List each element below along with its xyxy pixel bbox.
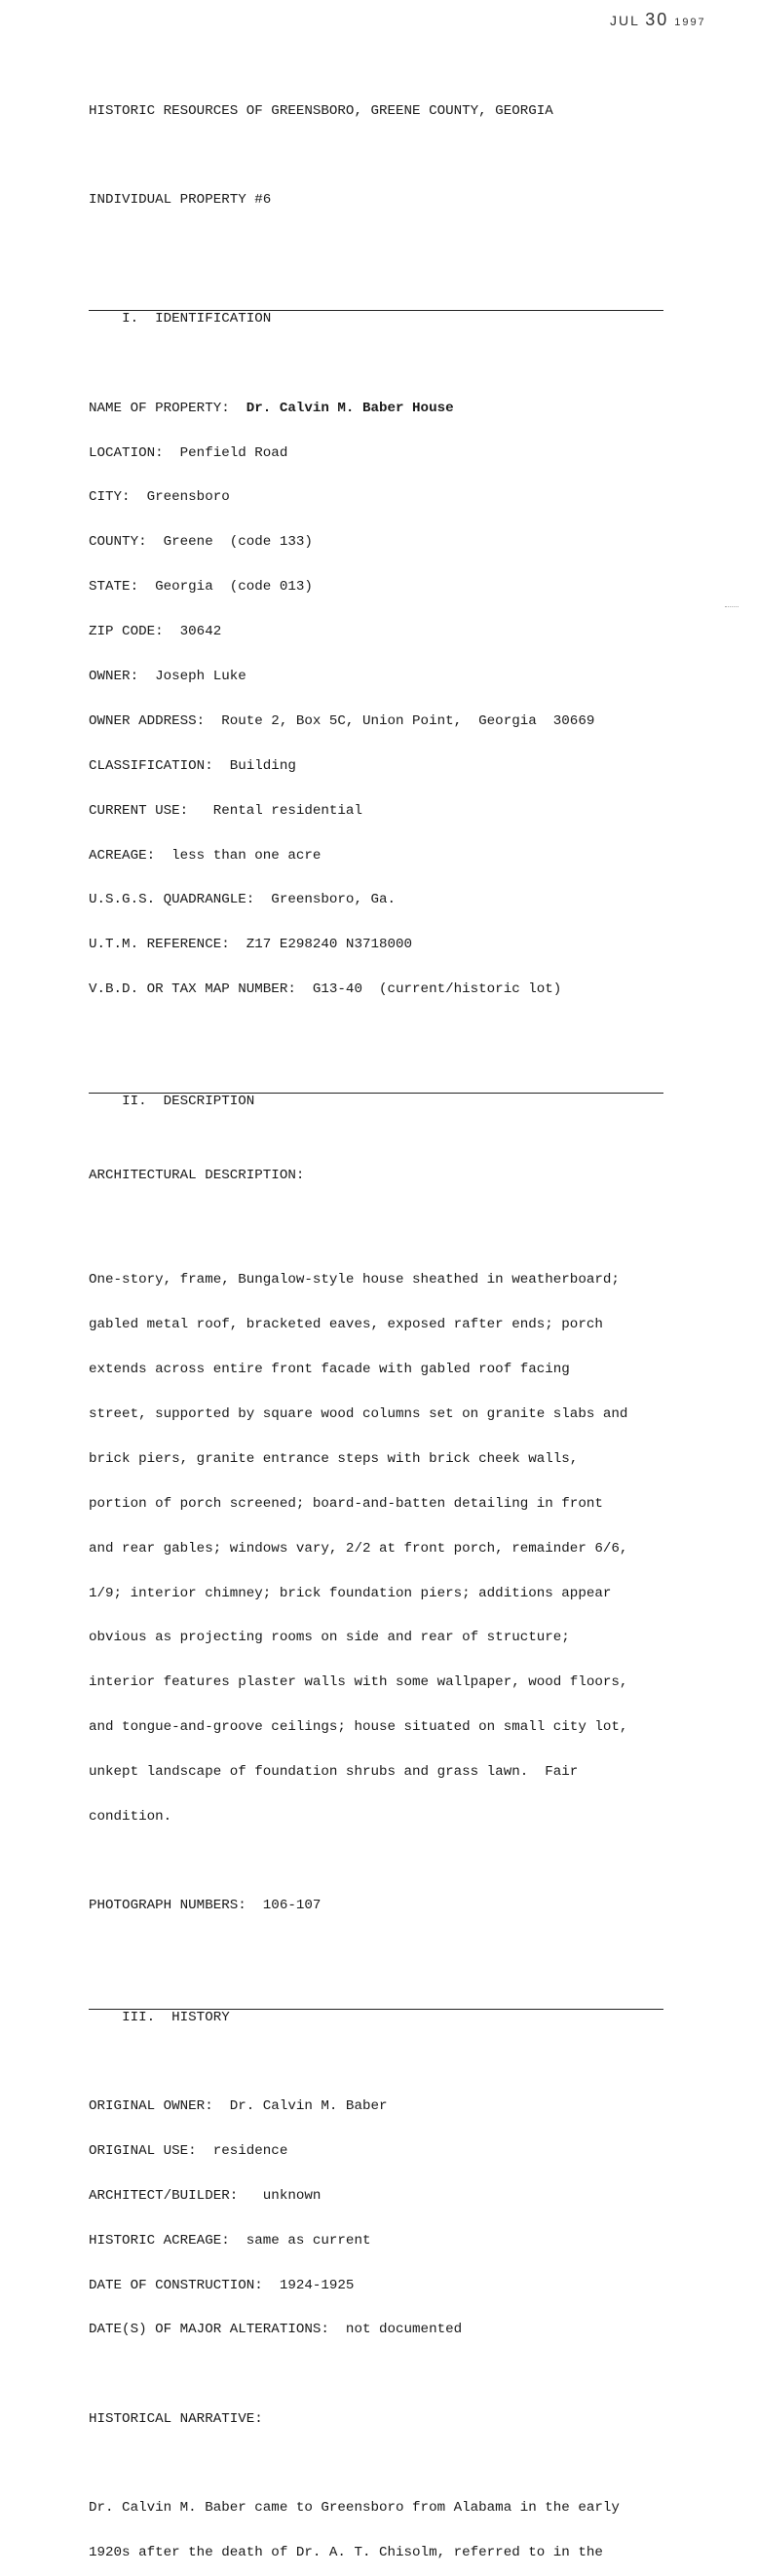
heading-rule [89,2009,663,2010]
description-line: portion of porch screened; board-and-batten detailing in front [89,1495,603,1512]
section-heading-text: I. IDENTIFICATION [122,311,272,327]
section-history-heading [89,1995,663,2025]
narrative-line: Dr. Calvin M. Baber came to Greensboro from Alabama in the early [89,2500,620,2517]
narrative-line: 1920s after the death of Dr. A. T. Chisolm, referred to in the [89,2545,603,2561]
description-line: interior features plaster walls with some wallpaper, wood floors, [89,1674,628,1691]
section-heading-text: III. HISTORY [122,2009,230,2025]
field-date-construction: DATE OF CONSTRUCTION: 1924-1925 [89,2277,355,2293]
field-acreage: ACREAGE: less than one acre [89,847,322,864]
field-historic-acreage: HISTORIC ACREAGE: same as current [89,2232,371,2249]
architectural-description-label: ARCHITECTURAL DESCRIPTION: [89,1168,305,1184]
field-architect: ARCHITECT/BUILDER: unknown [89,2187,322,2204]
field-original-owner: ORIGINAL OWNER: Dr. Calvin M. Baber [89,2098,388,2114]
description-line: 1/9; interior chimney; brick foundation piers; additions appear [89,1585,612,1601]
description-line: gabled metal roof, bracketed eaves, exposed rafter ends; porch [89,1317,603,1333]
description-line: unkept landscape of foundation shrubs and grass lawn. Fair [89,1764,579,1781]
property-name-value: Dr. Calvin M. Baber House [246,400,454,416]
field-county: COUNTY: Greene (code 133) [89,534,313,551]
field-current-use: CURRENT USE: Rental residential [89,802,362,819]
photograph-numbers: PHOTOGRAPH NUMBERS: 106-107 [89,1898,322,1914]
heading-rule [89,1093,663,1094]
property-name-line [89,402,673,416]
section-heading-text: II. DESCRIPTION [122,1094,255,1110]
description-line: obvious as projecting rooms on side and rear of structure; [89,1630,570,1646]
description-line: One-story, frame, Bungalow-style house sheathed in weatherboard; [89,1272,620,1288]
description-line: condition. [89,1808,172,1825]
stamp-month: JUL [610,13,640,28]
field-alterations: DATE(S) OF MAJOR ALTERATIONS: not documented [89,2322,463,2338]
description-line: and rear gables; windows vary, 2/2 at front porch, remainder 6/6, [89,1540,628,1557]
document-body [89,74,673,2576]
document-title: HISTORIC RESOURCES OF GREENSBORO, GREENE COUNTY, GEORGIA [89,102,553,119]
property-number: INDIVIDUAL PROPERTY #6 [89,192,272,209]
stamp-day: 30 [645,10,669,29]
field-owner: OWNER: Joseph Luke [89,668,246,684]
description-line: and tongue-and-groove ceilings; house situated on small city lot, [89,1719,628,1736]
section-identification-heading [89,297,663,327]
scan-mark [725,606,738,610]
field-utm: U.T.M. REFERENCE: Z17 E298240 N3718000 [89,937,413,953]
field-classification: CLASSIFICATION: Building [89,757,296,774]
field-original-use: ORIGINAL USE: residence [89,2142,288,2159]
property-name-label: NAME OF PROPERTY: [89,400,246,416]
field-state: STATE: Georgia (code 013) [89,579,313,596]
field-zip: ZIP CODE: 30642 [89,624,222,640]
field-location: LOCATION: Penfield Road [89,444,288,461]
heading-rule [89,310,663,311]
description-line: street, supported by square wood columns set on granite slabs and [89,1405,628,1422]
stamp-year: 1997 [674,17,706,28]
field-city: CITY: Greensboro [89,489,230,506]
description-line: brick piers, granite entrance steps with brick cheek walls, [89,1450,579,1467]
description-line: extends across entire front facade with gabled roof facing [89,1362,570,1378]
field-quadrangle: U.S.G.S. QUADRANGLE: Greensboro, Ga. [89,892,397,908]
field-owner-address: OWNER ADDRESS: Route 2, Box 5C, Union Point, Georgia 30669 [89,712,595,729]
date-stamp [610,10,706,30]
historical-narrative-label: HISTORICAL NARRATIVE: [89,2410,263,2427]
field-tax-map: V.B.D. OR TAX MAP NUMBER: G13-40 (current/historic lot) [89,981,562,998]
section-description-heading [89,1080,663,1110]
